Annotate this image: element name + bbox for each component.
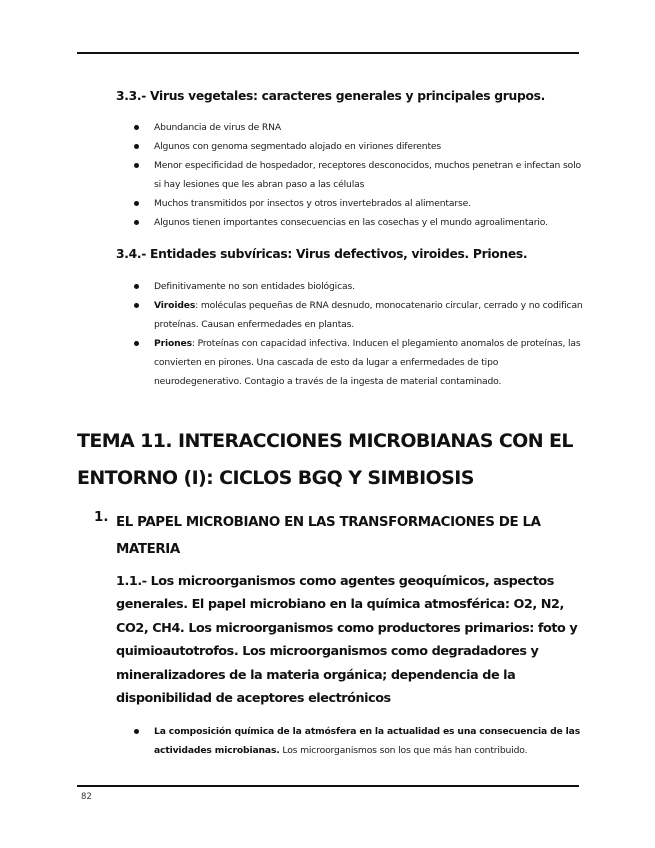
list-item: Menor especificidad de hospedador, receptores desconocidos, muchos penetran e infectan solo si hay lesiones que les abran paso a las células	[116, 156, 586, 194]
list-item-term: La composición química de la atmósfera en la actualidad es una consecuencia de las actividades microbianas.	[154, 726, 581, 756]
list-item	[116, 334, 586, 391]
list-item: Algunos con genoma segmentado alojado en viriones diferentes	[116, 137, 586, 156]
section-3-4-list	[116, 277, 586, 391]
section-1-1-list	[116, 722, 586, 760]
list-item: Algunos tienen importantes consecuencias en las cosechas y el mundo agroalimentario.	[116, 213, 586, 232]
footer-rule	[77, 785, 579, 787]
list-item-text: : Proteínas con capacidad infectiva. Inducen el plegamiento anomalos de proteínas, las convierten en pirones. Una cascada de esto da lugar a enfermedades de tipo neurodegenerativo. Contagio a través de la ingesta de material contaminado.	[154, 338, 581, 387]
list-item-text: : moléculas pequeñas de RNA desnudo, monocatenario circular, cerrado y no codifican proteínas. Causan enfermedades en plantas.	[154, 300, 583, 330]
section-3-4-heading: 3.4.- Entidades subvíricas: Virus defectivos, viroides. Priones.	[116, 247, 528, 261]
list-item-term: Priones	[154, 338, 192, 349]
header-rule	[77, 52, 579, 54]
list-item	[116, 277, 586, 296]
list-item-term: Viroides	[154, 300, 196, 311]
section-3-3-list	[116, 118, 586, 232]
list-item: Muchos transmitidos por insectos y otros invertebrados al alimentarse.	[116, 194, 586, 213]
list-item	[116, 722, 586, 760]
list-item-text: Los microorganismos son los que más han contribuido.	[279, 745, 528, 756]
list-item-text: Definitivamente no son entidades biológicas.	[154, 281, 355, 292]
chapter-title: TEMA 11. INTERACCIONES MICROBIANAS CON EL ENTORNO (I): CICLOS BGQ Y SIMBIOSIS	[77, 430, 573, 489]
section-1-heading: EL PAPEL MICROBIANO EN LAS TRANSFORMACIONES DE LA MATERIA	[116, 515, 541, 557]
list-item: Abundancia de virus de RNA	[116, 118, 586, 137]
section-3-3-heading: 3.3.- Virus vegetales: caracteres generales y principales grupos.	[116, 89, 545, 103]
list-item	[116, 296, 586, 334]
section-1-number: 1.	[94, 510, 109, 525]
page-number: 82	[81, 792, 92, 802]
section-1-1-heading: 1.1.- Los microorganismos como agentes geoquímicos, aspectos generales. El papel microbiano en la química atmosférica: O2, N2, CO2, CH4. Los microorganismos como productores primarios: foto y quimioautotrofos. Los microorganismos como degradadores y mineralizadores de la materia orgánica; dependencia de la disponibilidad de aceptores electrónicos	[116, 574, 578, 707]
